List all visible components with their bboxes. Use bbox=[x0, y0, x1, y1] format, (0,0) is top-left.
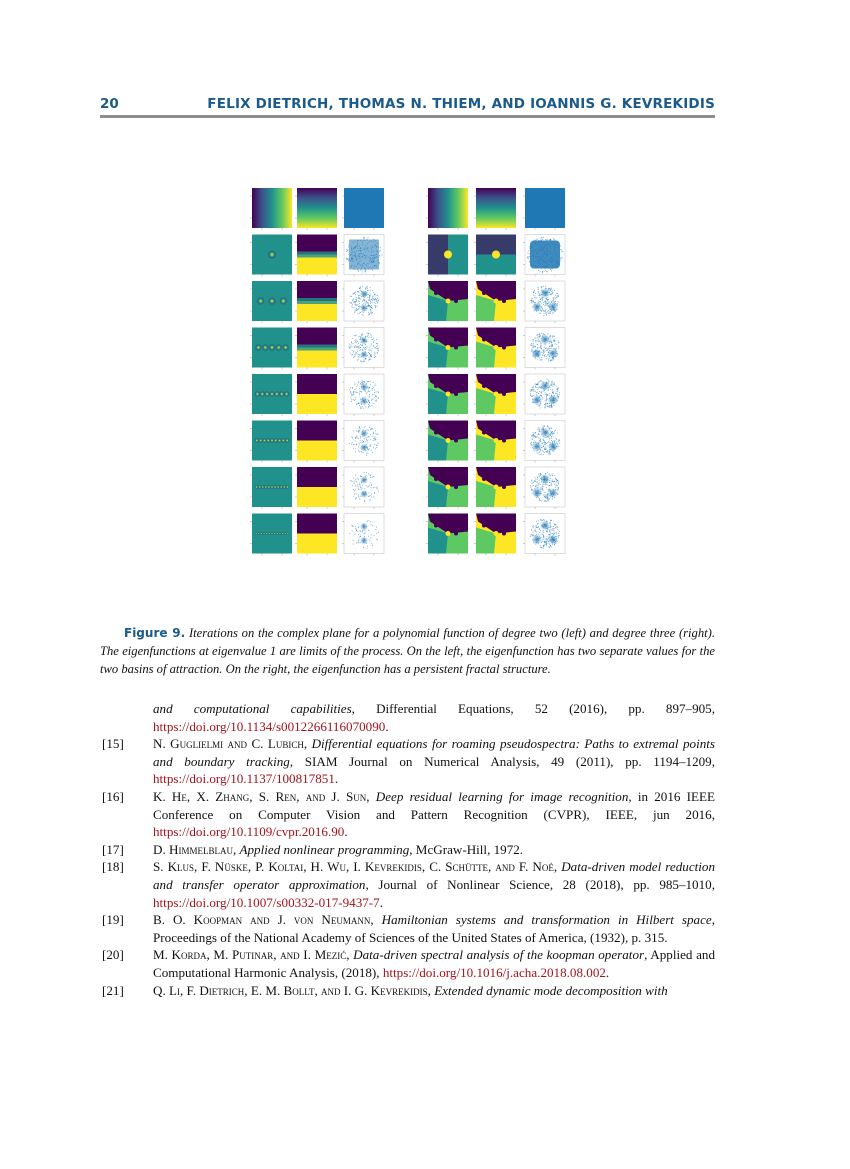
figure-panel bbox=[250, 467, 292, 509]
reference-number: [16] bbox=[102, 788, 124, 804]
reference-item bbox=[100, 982, 715, 1000]
figure-9-panels bbox=[240, 184, 580, 559]
reference-title: Hamiltonian systems and transformation in Hilbert space bbox=[381, 912, 712, 928]
reference-number: [17] bbox=[102, 841, 124, 857]
reference-text: . bbox=[379, 894, 383, 910]
reference-text: , bbox=[346, 947, 354, 963]
reference-text: . bbox=[605, 964, 610, 980]
figure-panel bbox=[250, 421, 292, 463]
figure-panel bbox=[342, 188, 384, 230]
reference-text: , Differential Equations, 52 (2016), pp. 897–905, bbox=[351, 701, 715, 716]
doi-link[interactable]: https://doi.org/10.1016/j.acha.2018.08.002 bbox=[382, 964, 606, 980]
figure-panel bbox=[250, 374, 292, 416]
figure-panel bbox=[250, 188, 292, 230]
figure-panel bbox=[474, 281, 516, 323]
figure-panel bbox=[295, 328, 337, 370]
reference-number: [19] bbox=[102, 912, 124, 928]
figure-panel bbox=[523, 467, 565, 509]
reference-text: . bbox=[334, 771, 339, 787]
figure-panel bbox=[342, 421, 384, 463]
page-number: 20 bbox=[100, 96, 119, 112]
figure-panel bbox=[250, 328, 292, 370]
figure-panel bbox=[295, 188, 337, 230]
figure-panel bbox=[295, 281, 337, 323]
reference-title: Differential equations for roaming pseudospectra: Paths to extremal points and boundary tracking bbox=[153, 736, 716, 769]
figure-panel bbox=[295, 235, 337, 277]
figure-panel bbox=[426, 328, 468, 370]
figure-panel bbox=[523, 188, 565, 230]
figure-panel bbox=[523, 328, 565, 370]
reference-item bbox=[100, 700, 715, 735]
reference-item bbox=[100, 911, 715, 946]
figure-panel bbox=[295, 374, 337, 416]
reference-text: , bbox=[366, 788, 376, 804]
reference-title: Extended dynamic mode decomposition with bbox=[434, 982, 668, 998]
figure-panel bbox=[426, 374, 468, 416]
reference-text: , Applied and Computational Harmonic Analysis, (2018), bbox=[153, 947, 716, 980]
figure-panel bbox=[342, 281, 384, 323]
figure-panel bbox=[474, 328, 516, 370]
reference-text: , in 2016 IEEE Conference on Computer Vision and Pattern Recognition (CVPR), IEEE, jun 2016, bbox=[153, 788, 715, 822]
figure-panel bbox=[342, 514, 384, 556]
reference-item bbox=[100, 788, 715, 841]
reference-item bbox=[100, 946, 715, 981]
figure-panel bbox=[523, 421, 565, 463]
reference-text: . bbox=[344, 824, 348, 840]
reference-number: [15] bbox=[102, 736, 124, 752]
reference-text: , bbox=[370, 912, 382, 928]
reference-text: , SIAM Journal on Numerical Analysis, 49 (2011), pp. 1194–1209, bbox=[289, 753, 715, 769]
figure-panel bbox=[523, 281, 565, 323]
reference-title: and computational capabilities bbox=[153, 701, 352, 716]
figure-panel bbox=[250, 281, 292, 323]
reference-title: Data-driven spectral analysis of the koopman operator bbox=[353, 947, 645, 963]
figure-panel bbox=[474, 188, 516, 230]
figure-panel bbox=[474, 467, 516, 509]
figure-panel bbox=[523, 235, 565, 277]
reference-title: Applied nonlinear programming bbox=[239, 841, 410, 857]
figure-label: Figure 9. bbox=[124, 626, 186, 640]
reference-authors: K. He, X. Zhang, S. Ren, and J. Sun bbox=[153, 788, 367, 804]
reference-number: [20] bbox=[102, 947, 124, 963]
figure-panel bbox=[426, 235, 468, 277]
references-list bbox=[100, 700, 715, 999]
figure-panel bbox=[426, 188, 468, 230]
reference-text: , bbox=[232, 841, 240, 857]
figure-panel bbox=[474, 235, 516, 277]
reference-authors: D. Himmelblau bbox=[153, 841, 233, 857]
figure-panel bbox=[523, 374, 565, 416]
figure-panel bbox=[426, 281, 468, 323]
figure-panel bbox=[474, 421, 516, 463]
running-header-authors: FELIX DIETRICH, THOMAS N. THIEM, AND IOANNIS G. KEVREKIDIS bbox=[207, 96, 715, 112]
figure-panel bbox=[295, 514, 337, 556]
reference-title: Data-driven model reduction and transfer operator approximation bbox=[153, 859, 715, 892]
reference-text: , bbox=[553, 859, 562, 875]
figure-panel bbox=[342, 467, 384, 509]
doi-link[interactable]: https://doi.org/10.1137/100817851 bbox=[153, 771, 335, 787]
reference-text: . bbox=[385, 718, 389, 734]
reference-title: Deep residual learning for image recognition bbox=[375, 788, 629, 804]
figure-panel bbox=[426, 421, 468, 463]
reference-text: , bbox=[427, 982, 435, 998]
figure-panel bbox=[342, 328, 384, 370]
reference-number: [21] bbox=[102, 982, 124, 998]
figure-panel bbox=[295, 467, 337, 509]
reference-authors: Q. Li, F. Dietrich, E. M. Bollt, and I. G. Kevrekidis bbox=[153, 982, 428, 998]
figure-panel bbox=[342, 235, 384, 277]
reference-item bbox=[100, 858, 715, 911]
reference-authors: B. O. Koopman and J. von Neumann bbox=[153, 912, 371, 928]
reference-authors: S. Klus, F. Nüske, P. Koltai, H. Wu, I. Kevrekidis, C. Schütte, and F. Noé bbox=[153, 859, 554, 875]
figure-panel bbox=[426, 467, 468, 509]
figure-panel bbox=[342, 374, 384, 416]
reference-item bbox=[100, 841, 715, 859]
doi-link[interactable]: https://doi.org/10.1109/cvpr.2016.90 bbox=[153, 824, 345, 840]
doi-link[interactable]: https://doi.org/10.1134/s0012266116070090 bbox=[153, 718, 386, 734]
reference-number: [18] bbox=[102, 859, 124, 875]
reference-authors: M. Korda, M. Putinar, and I. Mezić bbox=[153, 947, 347, 963]
running-header bbox=[100, 96, 715, 114]
reference-authors: N. Guglielmi and C. Lubich bbox=[153, 736, 304, 752]
reference-item bbox=[100, 735, 715, 788]
figure-panel bbox=[523, 514, 565, 556]
figure-panel bbox=[250, 235, 292, 277]
header-rule bbox=[100, 115, 715, 118]
figure-caption bbox=[100, 624, 715, 678]
figure-panel bbox=[250, 514, 292, 556]
figure-panel bbox=[295, 421, 337, 463]
figure-panel bbox=[426, 514, 468, 556]
figure-panel bbox=[474, 514, 516, 556]
reference-text: , Journal of Nonlinear Science, 28 (2018), pp. 985–1010, bbox=[365, 876, 715, 892]
doi-link[interactable]: https://doi.org/10.1007/s00332-017-9437-7 bbox=[153, 894, 380, 910]
reference-text: , bbox=[303, 736, 312, 752]
figure-panel bbox=[474, 374, 516, 416]
reference-text: , McGraw-Hill, 1972. bbox=[409, 841, 524, 857]
reference-text: , Proceedings of the National Academy of Sciences of the United States of America, (1932), p. 315. bbox=[153, 912, 715, 945]
figure-caption-text: Iterations on the complex plane for a polynomial function of degree two (left) and degree three (right). The eigenfunctions at eigenvalue 1 are limits of the process. On the left, the eigenfunction has two separate values for the two basins of attraction. On the right, the eigenfunction has a persistent fractal structure. bbox=[100, 626, 715, 676]
